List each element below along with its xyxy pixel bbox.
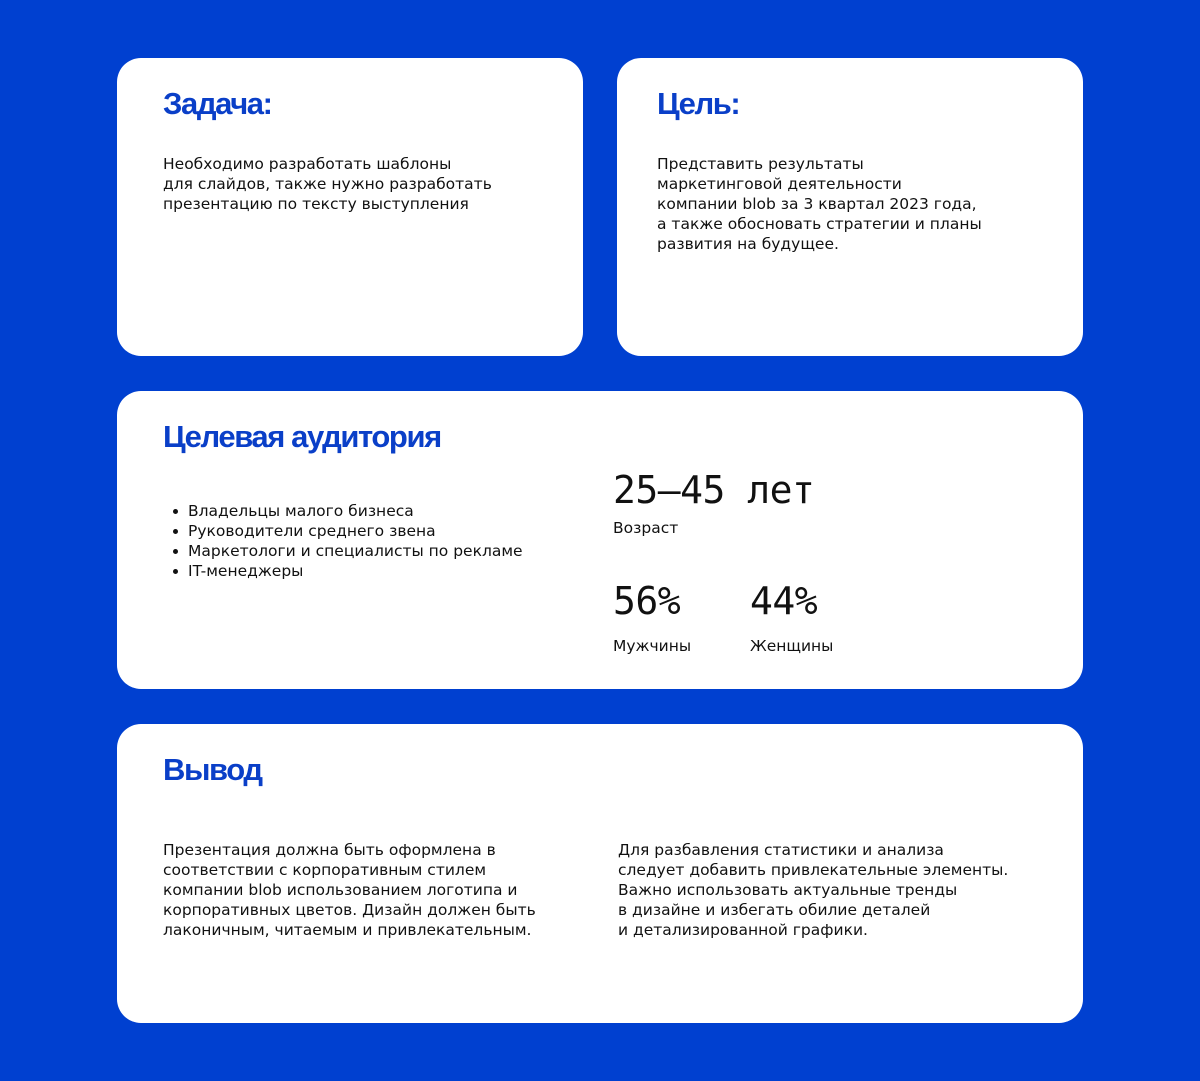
goal-heading: Цель: <box>657 86 740 121</box>
goal-card <box>617 58 1083 356</box>
conclusion-right-line: в дизайне и избегать обилие деталей <box>618 901 931 919</box>
conclusion-left-text <box>163 840 536 940</box>
audience-list-item: IT-менеджеры <box>163 561 523 581</box>
age-stat-label: Возраст <box>613 519 679 537</box>
goal-text-line: компании blob за 3 квартал 2023 года, <box>657 195 977 213</box>
task-text <box>163 154 492 214</box>
task-text-line: Необходимо разработать шаблоны <box>163 155 452 173</box>
goal-text-line: маркетинговой деятельности <box>657 175 902 193</box>
goal-text-line: развития на будущее. <box>657 235 839 253</box>
audience-list-item: Владельцы малого бизнеса <box>163 501 523 521</box>
audience-list-item: Маркетологи и специалисты по рекламе <box>163 541 523 561</box>
audience-heading: Целевая аудитория <box>163 419 441 454</box>
conclusion-left-line: компании blob использованием логотипа и <box>163 881 518 899</box>
age-stat-value: 25–45 лет <box>613 468 815 512</box>
conclusion-right-text <box>618 840 1008 940</box>
men-stat-value: 56% <box>613 579 681 623</box>
men-stat-label: Мужчины <box>613 637 692 655</box>
conclusion-card <box>117 724 1083 1023</box>
task-text-line: для слайдов, также нужно разработать <box>163 175 492 193</box>
goal-text-line: а также обосновать стратегии и планы <box>657 215 982 233</box>
women-stat-value: 44% <box>750 579 818 623</box>
conclusion-right-line: Важно использовать актуальные тренды <box>618 881 958 899</box>
conclusion-left-line: корпоративных цветов. Дизайн должен быть <box>163 901 536 919</box>
audience-list <box>163 501 523 581</box>
conclusion-left-line: лаконичным, читаемым и привлекательным. <box>163 921 532 939</box>
goal-text-line: Представить результаты <box>657 155 864 173</box>
task-card <box>117 58 583 356</box>
conclusion-left-line: соответствии с корпоративным стилем <box>163 861 487 879</box>
audience-card <box>117 391 1083 689</box>
conclusion-right-line: и детализированной графики. <box>618 921 868 939</box>
conclusion-right-line: Для разбавления статистики и анализа <box>618 841 944 859</box>
women-stat-label: Женщины <box>750 637 834 655</box>
conclusion-heading: Вывод <box>163 752 262 787</box>
goal-text <box>657 154 982 254</box>
conclusion-left-line: Презентация должна быть оформлена в <box>163 841 496 859</box>
task-text-line: презентацию по тексту выступления <box>163 195 469 213</box>
audience-list-item: Руководители среднего звена <box>163 521 523 541</box>
task-heading: Задача: <box>163 86 272 121</box>
conclusion-right-line: следует добавить привлекательные элементы. <box>618 861 1009 879</box>
